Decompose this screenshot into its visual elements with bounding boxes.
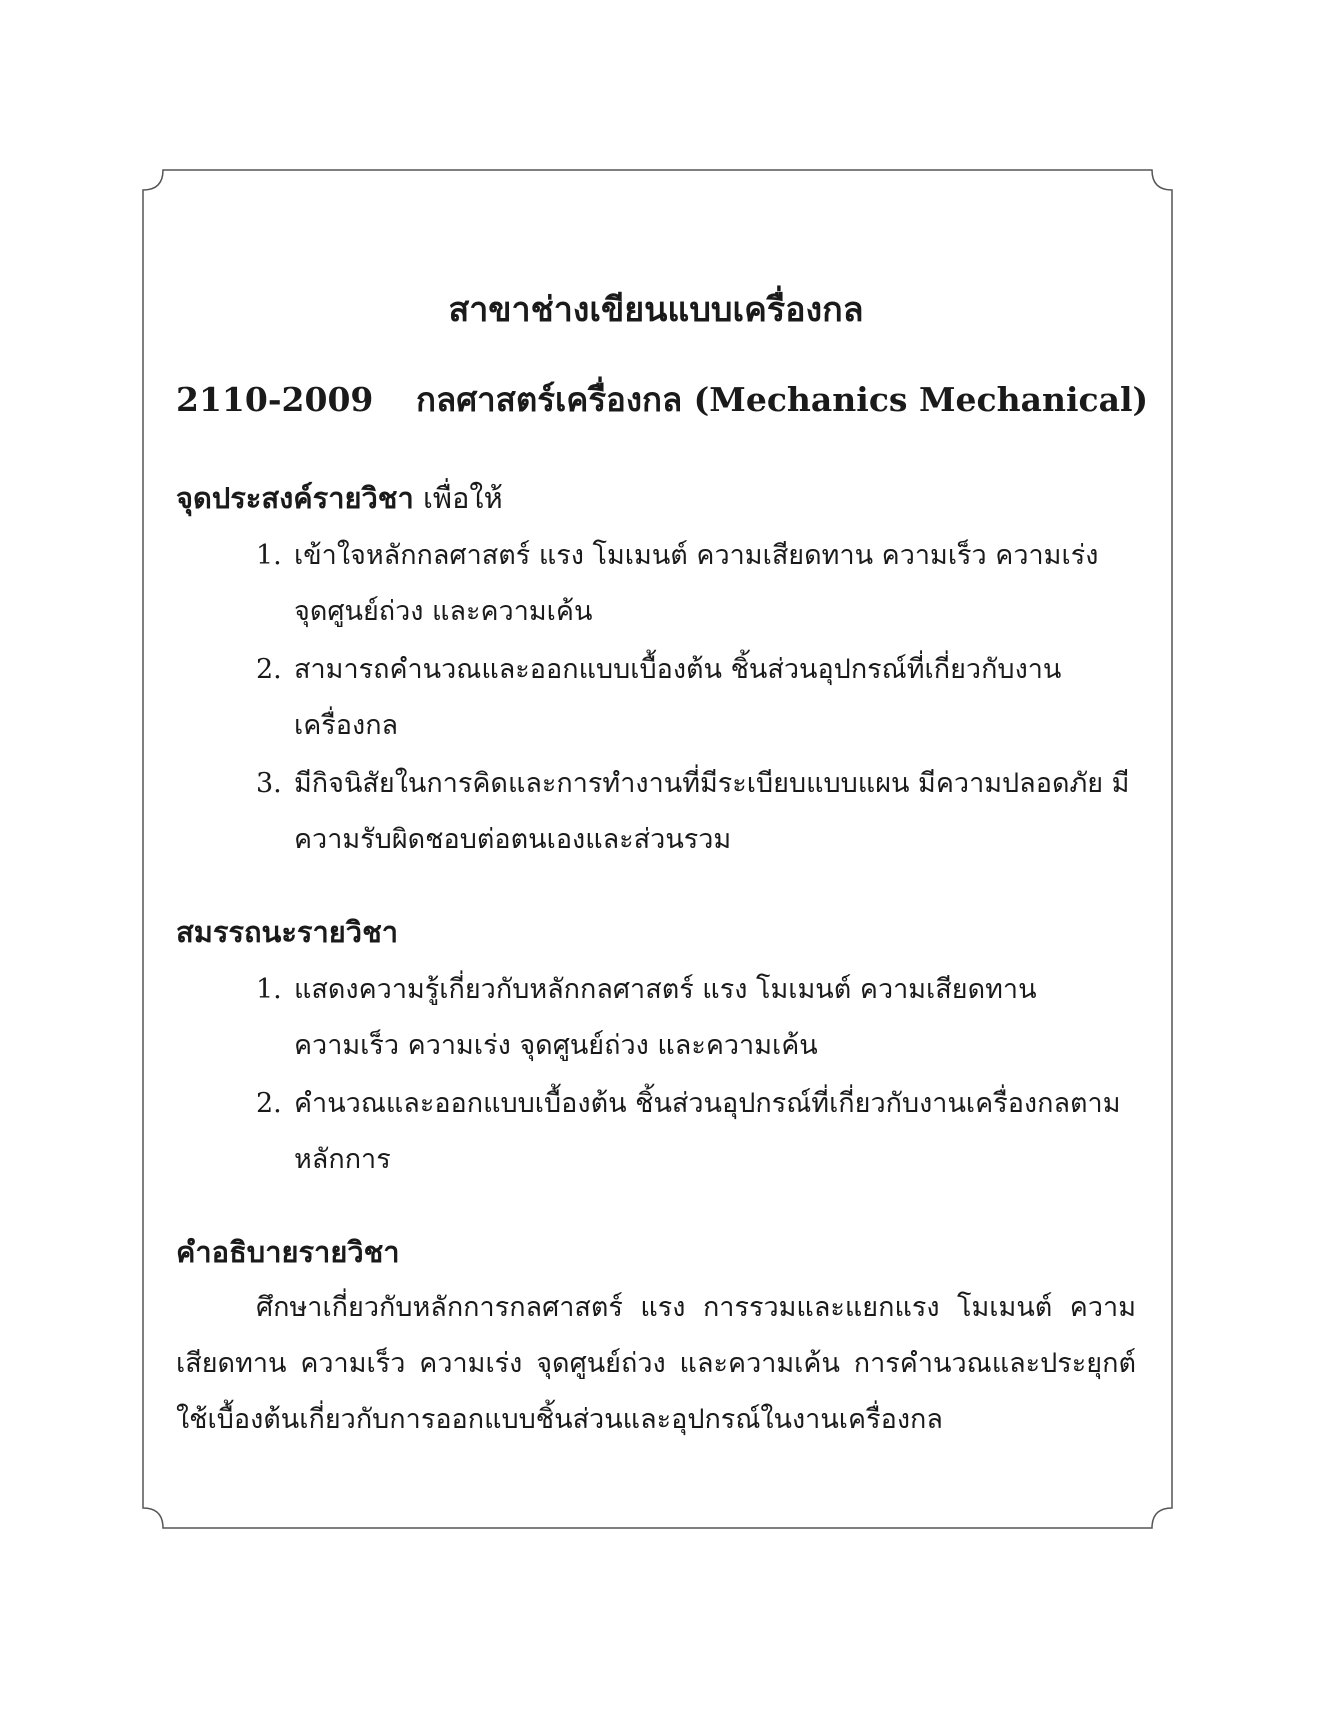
competency-number: 1. (256, 974, 282, 1005)
course-header (176, 370, 1149, 430)
objective-number: 3. (256, 768, 282, 799)
competency-item (176, 1076, 1136, 1188)
competency-text: คำนวณและออกแบบเบื้องต้น ชิ้นส่วนอุปกรณ์ที่เกี่ยวกับงานเครื่องกลตามหลักการ (294, 1088, 1121, 1175)
competencies-heading-line (176, 904, 1136, 960)
description-heading: คำอธิบายรายวิชา (176, 1235, 400, 1269)
objectives-section (176, 470, 1136, 868)
competency-number: 2. (256, 1088, 282, 1119)
description-text: ศึกษาเกี่ยวกับหลักการกลศาสตร์ แรง การรวมและแยกแรง โมเมนต์ ความเสียดทาน ความเร็ว ความเร่ง จุดศูนย์ถ่วง และความเค้น การคำนวณและประยุกต์ใช้เบื้องต้นเกี่ยวกับการออกแบบชิ้นส่วนและอุปกรณ์ในงานเครื่องกล (176, 1292, 1136, 1435)
competencies-section (176, 904, 1136, 1188)
objective-item (176, 642, 1136, 754)
description-section (176, 1224, 1136, 1448)
objectives-heading: จุดประสงค์รายวิชา (176, 481, 414, 515)
objective-item (176, 528, 1136, 640)
objective-item (176, 756, 1136, 868)
objective-number: 2. (256, 654, 282, 685)
objective-text: มีกิจนิสัยในการคิดและการทำงานที่มีระเบียบแบบแผน มีความปลอดภัย มีความรับผิดชอบต่อตนเองและส่วนรวม (294, 768, 1130, 855)
course-name: กลศาสตร์เครื่องกล (Mechanics Mechanical) (416, 380, 1149, 419)
course-document (176, 280, 1149, 1448)
competency-item (176, 962, 1136, 1074)
objective-text: เข้าใจหลักกลศาสตร์ แรง โมเมนต์ ความเสียดทาน ความเร็ว ความเร่ง จุดศูนย์ถ่วง และความเค้น (294, 540, 1099, 627)
objective-text: สามารถคำนวณและออกแบบเบื้องต้น ชิ้นส่วนอุปกรณ์ที่เกี่ยวกับงานเครื่องกล (294, 654, 1062, 741)
objective-number: 1. (256, 540, 282, 571)
objectives-heading-suffix: เพื่อให้ (422, 481, 503, 515)
page-title: สาขาช่างเขียนแบบเครื่องกล (448, 290, 864, 330)
course-code: 2110-2009 (176, 380, 374, 419)
objectives-heading-line (176, 470, 1136, 526)
competencies-heading: สมรรถนะรายวิชา (176, 915, 399, 949)
description-heading-line (176, 1224, 1136, 1280)
competency-text: แสดงความรู้เกี่ยวกับหลักกลศาสตร์ แรง โมเมนต์ ความเสียดทาน ความเร็ว ความเร่ง จุดศูนย์ถ่วง และความเค้น (294, 974, 1037, 1061)
